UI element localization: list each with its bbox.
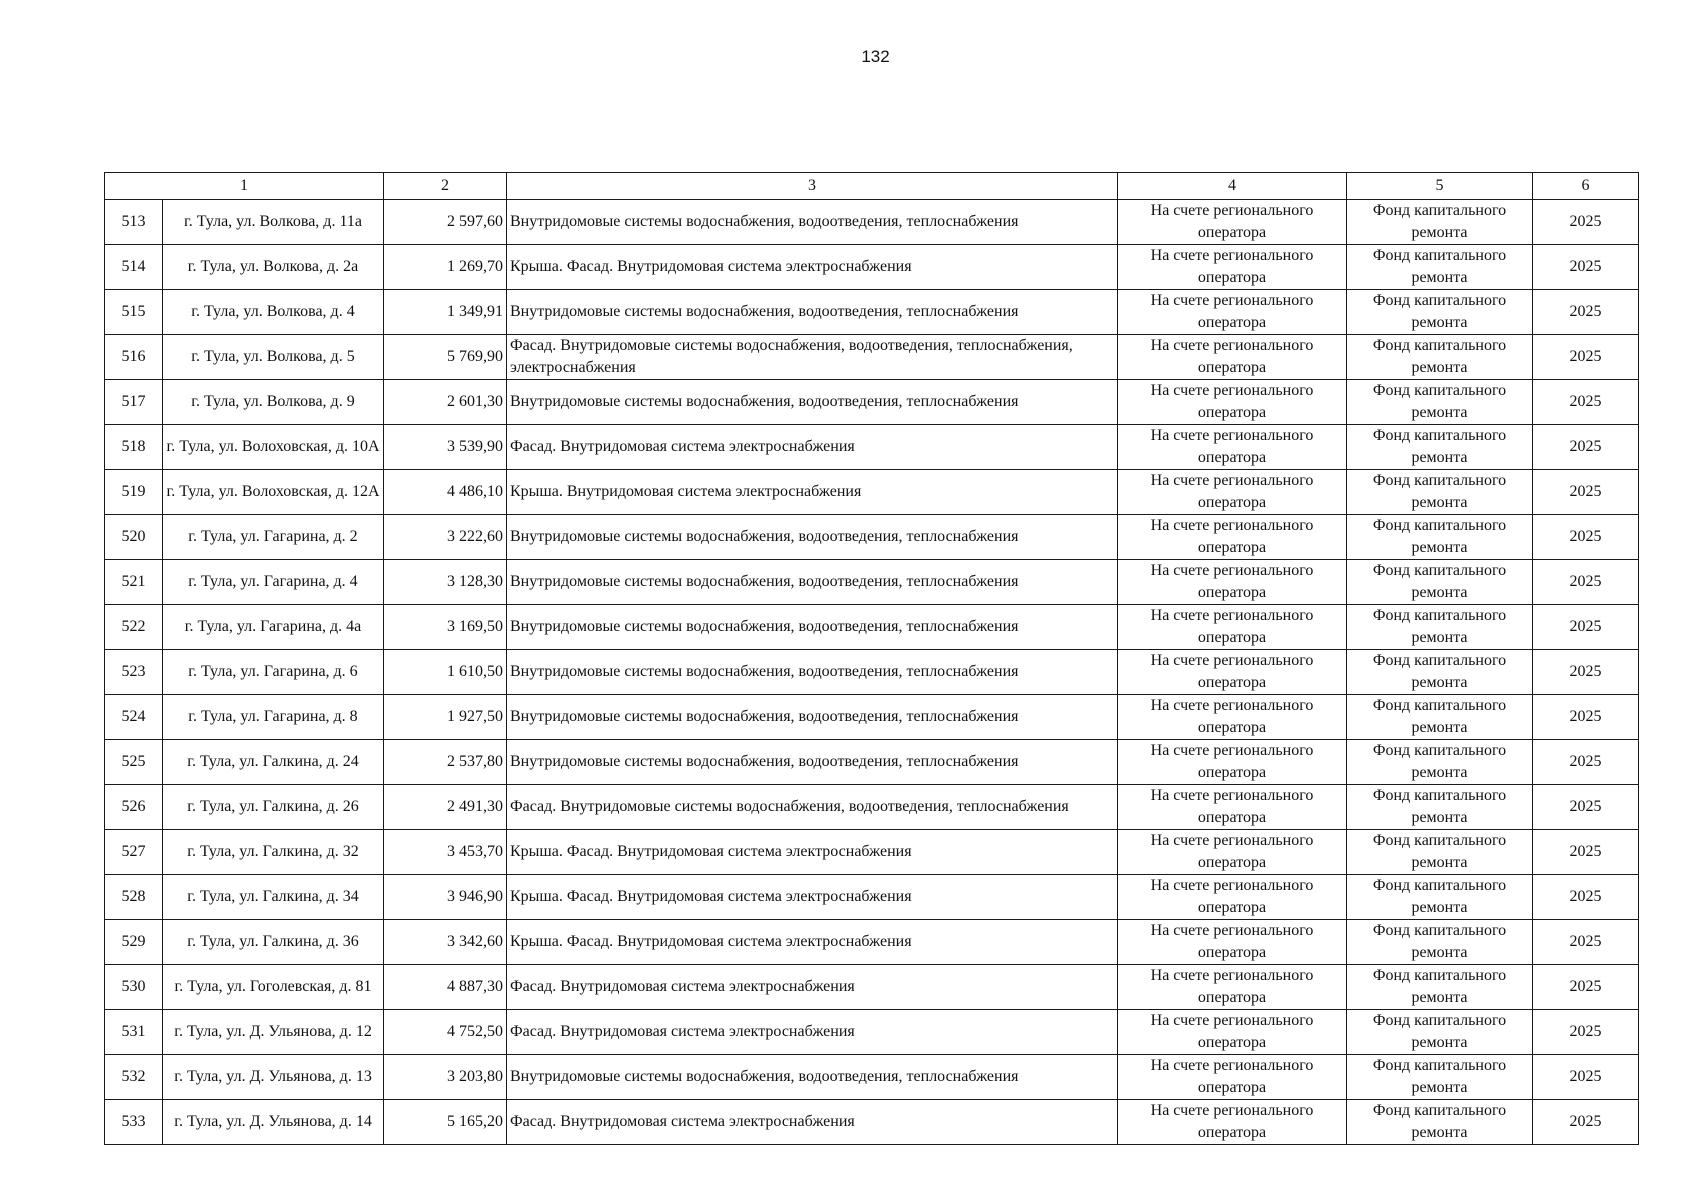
column-header-5: 5 [1347,173,1533,200]
address-cell: г. Тула, ул. Д. Ульянова, д. 14 [163,1100,384,1145]
row-number: 532 [105,1055,163,1100]
row-number: 521 [105,560,163,605]
year-cell: 2025 [1533,740,1639,785]
account-cell: На счете регионального оператора [1118,875,1347,920]
area-cell: 4 752,50 [384,1010,507,1055]
area-cell: 1 927,50 [384,695,507,740]
works-cell: Фасад. Внутридомовая система электроснабжения [507,965,1118,1010]
account-cell: На счете регионального оператора [1118,920,1347,965]
row-number: 520 [105,515,163,560]
table-row [105,470,1639,515]
account-cell: На счете регионального оператора [1118,1010,1347,1055]
account-cell: На счете регионального оператора [1118,785,1347,830]
account-cell: На счете регионального оператора [1118,425,1347,470]
funding-source-cell: Фонд капитального ремонта [1347,1100,1533,1145]
area-cell: 2 491,30 [384,785,507,830]
address-cell: г. Тула, ул. Гагарина, д. 8 [163,695,384,740]
account-cell: На счете регионального оператора [1118,290,1347,335]
works-cell: Крыша. Фасад. Внутридомовая система электроснабжения [507,830,1118,875]
area-cell: 5 769,90 [384,335,507,380]
funding-source-cell: Фонд капитального ремонта [1347,920,1533,965]
year-cell: 2025 [1533,200,1639,245]
row-number: 530 [105,965,163,1010]
table-row [105,1010,1639,1055]
year-cell: 2025 [1533,605,1639,650]
year-cell: 2025 [1533,785,1639,830]
area-cell: 4 486,10 [384,470,507,515]
table-row [105,920,1639,965]
column-header-6: 6 [1533,173,1639,200]
table-row [105,200,1639,245]
works-cell: Фасад. Внутридомовые системы водоснабжения, водоотведения, теплоснабжения [507,785,1118,830]
year-cell: 2025 [1533,830,1639,875]
row-number: 517 [105,380,163,425]
address-cell: г. Тула, ул. Гагарина, д. 6 [163,650,384,695]
year-cell: 2025 [1533,695,1639,740]
works-cell: Крыша. Фасад. Внутридомовая система электроснабжения [507,920,1118,965]
works-cell: Крыша. Фасад. Внутридомовая система электроснабжения [507,875,1118,920]
address-cell: г. Тула, ул. Волкова, д. 11а [163,200,384,245]
address-cell: г. Тула, ул. Гагарина, д. 4 [163,560,384,605]
area-cell: 1 269,70 [384,245,507,290]
area-cell: 3 453,70 [384,830,507,875]
works-cell: Внутридомовые системы водоснабжения, водоотведения, теплоснабжения [507,560,1118,605]
year-cell: 2025 [1533,245,1639,290]
year-cell: 2025 [1533,1010,1639,1055]
table-row [105,335,1639,380]
table-row [105,605,1639,650]
year-cell: 2025 [1533,650,1639,695]
works-cell: Внутридомовые системы водоснабжения, водоотведения, теплоснабжения [507,695,1118,740]
year-cell: 2025 [1533,560,1639,605]
address-cell: г. Тула, ул. Волкова, д. 9 [163,380,384,425]
table-row [105,1100,1639,1145]
row-number: 533 [105,1100,163,1145]
row-number: 514 [105,245,163,290]
funding-source-cell: Фонд капитального ремонта [1347,560,1533,605]
header-row [105,173,1639,200]
funding-source-cell: Фонд капитального ремонта [1347,290,1533,335]
table-row [105,740,1639,785]
account-cell: На счете регионального оператора [1118,605,1347,650]
works-cell: Внутридомовые системы водоснабжения, водоотведения, теплоснабжения [507,1055,1118,1100]
works-cell: Внутридомовые системы водоснабжения, водоотведения, теплоснабжения [507,740,1118,785]
address-cell: г. Тула, ул. Д. Ульянова, д. 13 [163,1055,384,1100]
funding-source-cell: Фонд капитального ремонта [1347,605,1533,650]
area-cell: 5 165,20 [384,1100,507,1145]
table-row [105,290,1639,335]
table-row [105,875,1639,920]
account-cell: На счете регионального оператора [1118,965,1347,1010]
address-cell: г. Тула, ул. Гагарина, д. 4а [163,605,384,650]
area-cell: 3 128,30 [384,560,507,605]
address-cell: г. Тула, ул. Д. Ульянова, д. 12 [163,1010,384,1055]
row-number: 519 [105,470,163,515]
works-cell: Внутридомовые системы водоснабжения, водоотведения, теплоснабжения [507,290,1118,335]
funding-source-cell: Фонд капитального ремонта [1347,1010,1533,1055]
year-cell: 2025 [1533,335,1639,380]
funding-source-cell: Фонд капитального ремонта [1347,785,1533,830]
table-row [105,515,1639,560]
row-number: 531 [105,1010,163,1055]
area-cell: 2 601,30 [384,380,507,425]
year-cell: 2025 [1533,290,1639,335]
year-cell: 2025 [1533,380,1639,425]
works-cell: Крыша. Фасад. Внутридомовая система электроснабжения [507,245,1118,290]
account-cell: На счете регионального оператора [1118,560,1347,605]
account-cell: На счете регионального оператора [1118,1100,1347,1145]
funding-source-cell: Фонд капитального ремонта [1347,200,1533,245]
area-cell: 3 539,90 [384,425,507,470]
year-cell: 2025 [1533,1100,1639,1145]
table-row [105,245,1639,290]
table-row [105,560,1639,605]
account-cell: На счете регионального оператора [1118,200,1347,245]
funding-source-cell: Фонд капитального ремонта [1347,335,1533,380]
row-number: 527 [105,830,163,875]
funding-source-cell: Фонд капитального ремонта [1347,740,1533,785]
account-cell: На счете регионального оператора [1118,245,1347,290]
year-cell: 2025 [1533,515,1639,560]
funding-source-cell: Фонд капитального ремонта [1347,830,1533,875]
table-body [105,200,1639,1145]
area-cell: 1 349,91 [384,290,507,335]
address-cell: г. Тула, ул. Галкина, д. 24 [163,740,384,785]
year-cell: 2025 [1533,965,1639,1010]
address-cell: г. Тула, ул. Галкина, д. 26 [163,785,384,830]
address-cell: г. Тула, ул. Гагарина, д. 2 [163,515,384,560]
account-cell: На счете регионального оператора [1118,650,1347,695]
column-header-1: 1 [105,173,384,200]
table-row [105,695,1639,740]
row-number: 515 [105,290,163,335]
account-cell: На счете регионального оператора [1118,830,1347,875]
works-cell: Фасад. Внутридомовые системы водоснабжения, водоотведения, теплоснабжения, электроснабжения [507,335,1118,380]
address-cell: г. Тула, ул. Волкова, д. 2а [163,245,384,290]
account-cell: На счете регионального оператора [1118,380,1347,425]
area-cell: 4 887,30 [384,965,507,1010]
registry-table [104,172,1639,1145]
area-cell: 2 597,60 [384,200,507,245]
row-number: 518 [105,425,163,470]
area-cell: 3 169,50 [384,605,507,650]
area-cell: 3 342,60 [384,920,507,965]
address-cell: г. Тула, ул. Волоховская, д. 10А [163,425,384,470]
funding-source-cell: Фонд капитального ремонта [1347,470,1533,515]
row-number: 526 [105,785,163,830]
area-cell: 1 610,50 [384,650,507,695]
row-number: 523 [105,650,163,695]
row-number: 522 [105,605,163,650]
row-number: 529 [105,920,163,965]
area-cell: 2 537,80 [384,740,507,785]
area-cell: 3 946,90 [384,875,507,920]
address-cell: г. Тула, ул. Галкина, д. 34 [163,875,384,920]
table-row [105,830,1639,875]
year-cell: 2025 [1533,1055,1639,1100]
works-cell: Фасад. Внутридомовая система электроснабжения [507,1100,1118,1145]
account-cell: На счете регионального оператора [1118,740,1347,785]
funding-source-cell: Фонд капитального ремонта [1347,380,1533,425]
row-number: 516 [105,335,163,380]
table-row [105,425,1639,470]
year-cell: 2025 [1533,425,1639,470]
page-number: 132 [861,47,890,66]
funding-source-cell: Фонд капитального ремонта [1347,650,1533,695]
funding-source-cell: Фонд капитального ремонта [1347,875,1533,920]
row-number: 513 [105,200,163,245]
account-cell: На счете регионального оператора [1118,470,1347,515]
address-cell: г. Тула, ул. Волоховская, д. 12А [163,470,384,515]
row-number: 524 [105,695,163,740]
funding-source-cell: Фонд капитального ремонта [1347,425,1533,470]
account-cell: На счете регионального оператора [1118,335,1347,380]
funding-source-cell: Фонд капитального ремонта [1347,245,1533,290]
table-row [105,1055,1639,1100]
column-header-3: 3 [507,173,1118,200]
account-cell: На счете регионального оператора [1118,695,1347,740]
year-cell: 2025 [1533,920,1639,965]
table-row [105,965,1639,1010]
works-cell: Внутридомовые системы водоснабжения, водоотведения, теплоснабжения [507,605,1118,650]
address-cell: г. Тула, ул. Галкина, д. 36 [163,920,384,965]
funding-source-cell: Фонд капитального ремонта [1347,515,1533,560]
row-number: 528 [105,875,163,920]
works-cell: Крыша. Внутридомовая система электроснабжения [507,470,1118,515]
works-cell: Внутридомовые системы водоснабжения, водоотведения, теплоснабжения [507,515,1118,560]
row-number: 525 [105,740,163,785]
funding-source-cell: Фонд капитального ремонта [1347,1055,1533,1100]
works-cell: Фасад. Внутридомовая система электроснабжения [507,425,1118,470]
area-cell: 3 222,60 [384,515,507,560]
funding-source-cell: Фонд капитального ремонта [1347,965,1533,1010]
account-cell: На счете регионального оператора [1118,515,1347,560]
address-cell: г. Тула, ул. Волкова, д. 5 [163,335,384,380]
works-cell: Внутридомовые системы водоснабжения, водоотведения, теплоснабжения [507,200,1118,245]
area-cell: 3 203,80 [384,1055,507,1100]
table-row [105,650,1639,695]
works-cell: Внутридомовые системы водоснабжения, водоотведения, теплоснабжения [507,650,1118,695]
address-cell: г. Тула, ул. Волкова, д. 4 [163,290,384,335]
table-row [105,380,1639,425]
funding-source-cell: Фонд капитального ремонта [1347,695,1533,740]
works-cell: Фасад. Внутридомовая система электроснабжения [507,1010,1118,1055]
column-header-2: 2 [384,173,507,200]
address-cell: г. Тула, ул. Гоголевская, д. 81 [163,965,384,1010]
address-cell: г. Тула, ул. Галкина, д. 32 [163,830,384,875]
column-header-4: 4 [1118,173,1347,200]
year-cell: 2025 [1533,470,1639,515]
works-cell: Внутридомовые системы водоснабжения, водоотведения, теплоснабжения [507,380,1118,425]
table-row [105,785,1639,830]
year-cell: 2025 [1533,875,1639,920]
account-cell: На счете регионального оператора [1118,1055,1347,1100]
